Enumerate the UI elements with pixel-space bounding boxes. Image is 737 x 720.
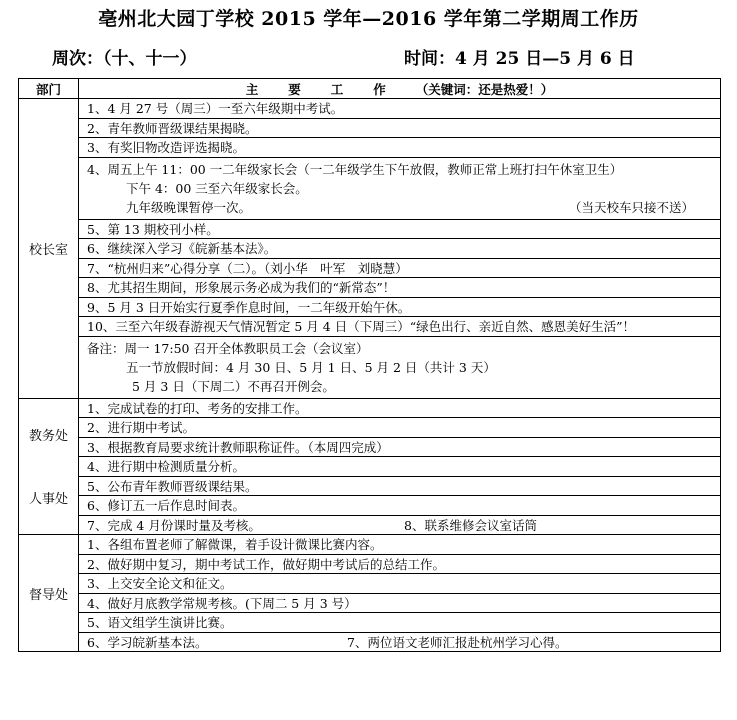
- list-item: 4、做好月底教学常规考核。(下周二 5 月 3 号）: [79, 593, 721, 613]
- list-item: 5、第 13 期校刊小样。: [79, 219, 721, 239]
- list-item-pair: [79, 515, 721, 535]
- list-item-text: 九年级晚课暂停一次。: [126, 199, 252, 215]
- table-row: [19, 632, 721, 652]
- note-line: 五一节放假时间：4 月 30 日、5 月 1 日、5 月 2 日（共计 3 天）: [126, 359, 496, 375]
- list-item-multiline: [79, 157, 721, 219]
- dept-header: 部门: [19, 79, 79, 99]
- list-item: 10、三至六年级春游视天气情况暂定 5 月 4 日（下周三）“绿色出行、亲近自然、感恩美好生活”！: [79, 317, 721, 337]
- list-item: 下午 4：00 三至六年级家长会。: [126, 180, 308, 196]
- list-item: 7、两位语文老师汇报赴杭州学习心得。: [347, 634, 568, 650]
- time-range-label: 时间：4 月 25 日—5 月 6 日: [404, 49, 635, 69]
- list-item: 4、周五上午 11：00 一二年级家长会（一二年级学生下午放假，教师正常上班打扫午休室卫生）: [87, 161, 623, 177]
- table-row: [19, 118, 721, 138]
- list-item: 3、上交安全论文和征文。: [79, 574, 721, 594]
- list-item: 1、各组布置老师了解微课，着手设计微课比赛内容。: [79, 535, 721, 555]
- table-row: [19, 219, 721, 239]
- list-item: 3、根据教育局要求统计教师职称证件。（本周四完成）: [79, 437, 721, 457]
- list-item: 1、4 月 27 号（周三）一至六年级期中考试。: [79, 99, 721, 119]
- table-row: [19, 278, 721, 298]
- main-work-header: [79, 79, 721, 99]
- table-row: [19, 613, 721, 633]
- table-row: [19, 99, 721, 119]
- note-line: 备注：周一 17:50 召开全体教职员工会（会议室）: [87, 340, 369, 356]
- dept-principal: 校长室: [19, 99, 79, 399]
- list-item: 6、学习皖新基本法。: [87, 634, 208, 650]
- list-item: 2、青年教师晋级课结果揭晓。: [79, 118, 721, 138]
- list-item: 6、修订五一后作息时间表。: [79, 496, 721, 516]
- main-work-keyword: （关键词：还是热爱！）: [415, 81, 554, 97]
- list-item: 2、做好期中复习，期中考试工作，做好期中考试后的总结工作。: [79, 554, 721, 574]
- week-label: 周次：（十、十一）: [52, 49, 197, 69]
- list-item: 5、语文组学生演讲比赛。: [79, 613, 721, 633]
- table-row: [19, 157, 721, 219]
- table-row: [19, 297, 721, 317]
- table-row: [19, 593, 721, 613]
- list-item-pair: [79, 632, 721, 652]
- table-row: [19, 418, 721, 438]
- dept-personnel: 人事处: [28, 492, 68, 508]
- list-item: 5、公布青年教师晋级课结果。: [79, 476, 721, 496]
- table-row: [19, 138, 721, 158]
- list-item-note: （当天校车只接不送）: [568, 199, 694, 215]
- table-row: [19, 535, 721, 555]
- table-row: [19, 317, 721, 337]
- list-item: 1、完成试卷的打印、考务的安排工作。: [79, 398, 721, 418]
- list-item: 4、进行期中检测质量分析。: [79, 457, 721, 477]
- document-title: 亳州北大园丁学校 2015 学年—2016 学年第二学期周工作历: [98, 8, 639, 30]
- main-work-title: 主要工作: [245, 81, 416, 97]
- work-calendar-table: [18, 78, 721, 652]
- table-row: [19, 457, 721, 477]
- list-item: 8、联系维修会议室话筒: [404, 517, 537, 533]
- dept-academic-personnel: [19, 398, 79, 535]
- list-item: [87, 198, 720, 217]
- table-row: [19, 554, 721, 574]
- note-line: 5 月 3 日（下周二）不再召开例会。: [132, 378, 335, 394]
- table-row: [19, 476, 721, 496]
- list-item: 9、5 月 3 日开始实行夏季作息时间，一二年级开始午休。: [79, 297, 721, 317]
- list-item: 3、有奖旧物改造评选揭晓。: [79, 138, 721, 158]
- notes-cell: [79, 336, 721, 398]
- dept-supervision: 督导处: [19, 535, 79, 652]
- list-item: 8、尤其招生期间，形象展示务必成为我们的“新常态”！: [79, 278, 721, 298]
- table-row: [19, 336, 721, 398]
- list-item: 7、完成 4 月份课时量及考核。: [87, 517, 261, 533]
- table-row: [19, 398, 721, 418]
- list-item: 6、继续深入学习《皖新基本法》。: [79, 239, 721, 259]
- table-row: [19, 239, 721, 259]
- list-item: 2、进行期中考试。: [79, 418, 721, 438]
- table-row: [19, 574, 721, 594]
- dept-academic: 教务处: [28, 429, 68, 445]
- list-item: 7、“杭州归来”心得分享（二）。（刘小华 叶军 刘晓慧）: [79, 258, 721, 278]
- table-row: [19, 258, 721, 278]
- table-row: [19, 515, 721, 535]
- header-row: [19, 79, 721, 99]
- table-row: [19, 496, 721, 516]
- table-row: [19, 437, 721, 457]
